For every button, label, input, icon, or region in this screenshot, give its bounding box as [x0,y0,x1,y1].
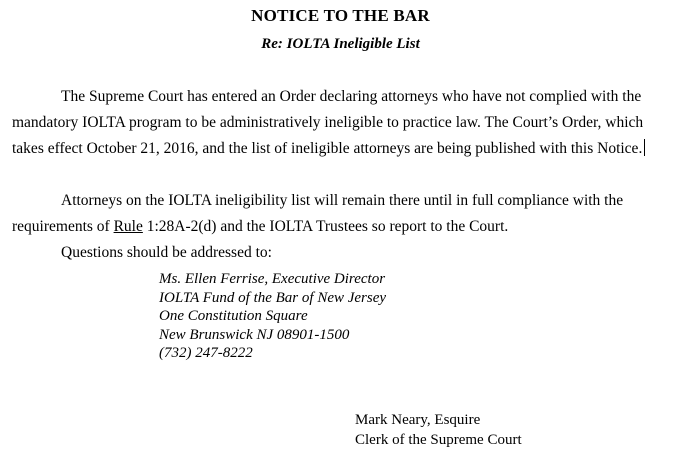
notice-subtitle: Re: IOLTA Ineligible List [261,36,420,52]
signature-name: Mark Neary, Esquire [355,412,481,428]
paragraph-questions-text: Questions should be addressed to: [61,244,272,261]
contact-phone: (732) 247-8222 [159,345,253,361]
contact-organization: IOLTA Fund of the Bar of New Jersey [159,289,387,306]
rule-reference: Rule [113,218,143,235]
text-cursor [644,139,645,156]
contact-address-block [159,270,386,363]
contact-name: Ms. Ellen Ferrise, Executive Director [159,271,386,287]
paragraph-compliance-text-start: Attorneys on the IOLTA ineligibility list will remain there until in full compliance with the requirements of [12,192,624,235]
paragraph-order-text: The Supreme Court has entered an Order declaring attorneys who have not complied with the mandatory IOLTA program to be administratively ineligible to practice law. The Court’s Order, which takes effect October 21, 2016, and the list of ineligible attorneys are being published with this Notice. [12,88,644,157]
paragraph-questions [12,240,672,266]
notice-title: NOTICE TO THE BAR [251,6,430,25]
signature-title: Clerk of the Supreme Court [355,432,522,448]
paragraph-order-announcement [12,84,672,162]
paragraph-compliance-text-end: 1:28A-2(d) and the IOLTA Trustees so report to the Court. [142,218,509,235]
signature-block [355,410,522,450]
contact-city: New Brunswick NJ 08901-1500 [159,326,350,343]
contact-street: One Constitution Square [159,308,308,324]
paragraph-compliance [12,188,672,240]
